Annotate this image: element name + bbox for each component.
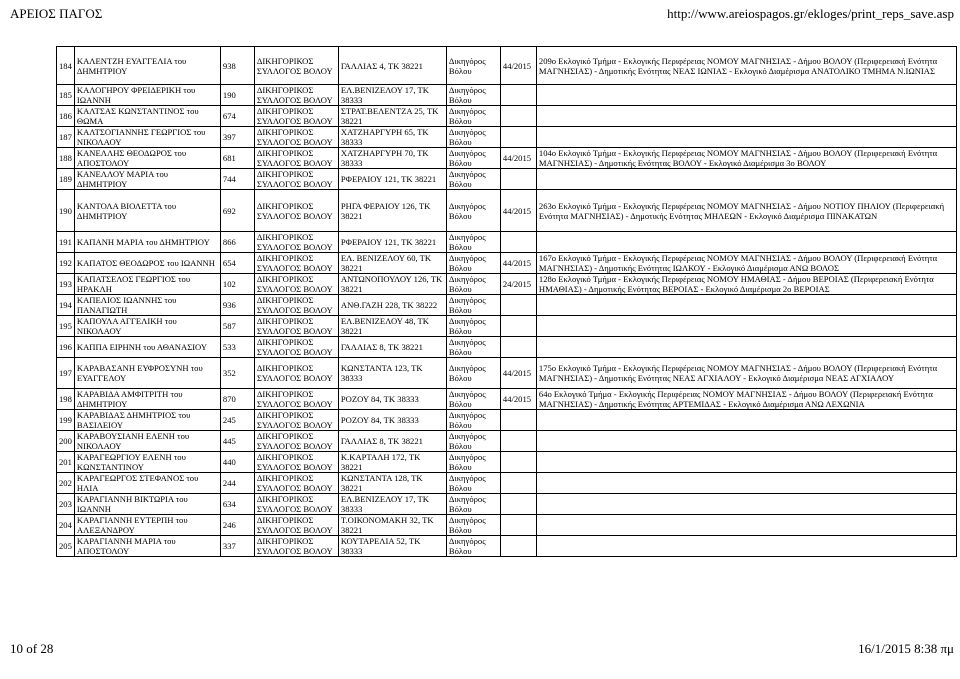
lawyer-name-cell: ΚΑΡΑΒΙΔΑΣ ΔΗΜΗΤΡΙΟΣ του ΒΑΣΙΛΕΙΟΥ: [74, 410, 220, 431]
decision-number-cell: [500, 232, 536, 253]
row-number-cell: 199: [57, 410, 75, 431]
role-cell: Δικηγόρος Βόλου: [446, 190, 500, 232]
registry-number-cell: 938: [220, 47, 254, 85]
address-cell: ΓΑΛΛΙΑΣ 8, ΤΚ 38221: [338, 431, 446, 452]
bar-association-cell: ΔΙΚΗΓΟΡΙΚΟΣ ΣΥΛΛΟΓΟΣ ΒΟΛΟΥ: [254, 253, 338, 274]
row-number-cell: 204: [57, 515, 75, 536]
lawyer-name-cell: ΚΑΝΕΛΛΟΥ ΜΑΡΙΑ του ΔΗΜΗΤΡΙΟΥ: [74, 169, 220, 190]
assignment-cell: [536, 515, 956, 536]
assignment-cell: [536, 473, 956, 494]
address-cell: ΚΟΥΤΑΡΕΛΙΑ 52, ΤΚ 38333: [338, 536, 446, 557]
bar-association-cell: ΔΙΚΗΓΟΡΙΚΟΣ ΣΥΛΛΟΓΟΣ ΒΟΛΟΥ: [254, 316, 338, 337]
representatives-table: [56, 46, 957, 557]
decision-number-cell: [500, 536, 536, 557]
address-cell: ΧΑΤΖΗΑΡΓΥΡΗ 70, ΤΚ 38333: [338, 148, 446, 169]
row-number-cell: 205: [57, 536, 75, 557]
assignment-cell: 175ο Εκλογικό Τμήμα - Εκλογικής Περιφέρειας ΝΟΜΟΥ ΜΑΓΝΗΣΙΑΣ - Δήμου ΒΟΛΟΥ (Περιφερειακή Ενότητα ΜΑΓΝΗΣΙΑΣ) - Δημοτικής Ενότητας ΝΕΑΣ ΑΓΧΙΑΛΟΥ - Εκλογικό Διαμέρισμα ΝΕΑΣ ΑΓΧΙΑΛΟΥ: [536, 358, 956, 389]
bar-association-cell: ΔΙΚΗΓΟΡΙΚΟΣ ΣΥΛΛΟΓΟΣ ΒΟΛΟΥ: [254, 536, 338, 557]
table-row: [57, 358, 957, 389]
lawyer-name-cell: ΚΑΠΑΝΗ ΜΑΡΙΑ του ΔΗΜΗΤΡΙΟΥ: [74, 232, 220, 253]
decision-number-cell: 44/2015: [500, 47, 536, 85]
decision-number-cell: 44/2015: [500, 253, 536, 274]
row-number-cell: 193: [57, 274, 75, 295]
assignment-cell: [536, 410, 956, 431]
bar-association-cell: ΔΙΚΗΓΟΡΙΚΟΣ ΣΥΛΛΟΓΟΣ ΒΟΛΟΥ: [254, 47, 338, 85]
assignment-cell: 104ο Εκλογικό Τμήμα - Εκλογικής Περιφέρειας ΝΟΜΟΥ ΜΑΓΝΗΣΙΑΣ - Δήμου ΒΟΛΟΥ (Περιφερειακή Ενότητα ΜΑΓΝΗΣΙΑΣ) - Δημοτικής Ενότητας ΒΟΛΟΥ - Εκλογικό Διαμέρισμα 3ο ΒΟΛΟΥ: [536, 148, 956, 169]
address-cell: ΕΛ.ΒΕΝΙΖΕΛΟΥ 48, ΤΚ 38221: [338, 316, 446, 337]
assignment-cell: 64ο Εκλογικό Τμήμα - Εκλογικής Περιφέρειας ΝΟΜΟΥ ΜΑΓΝΗΣΙΑΣ - Δήμου ΒΟΛΟΥ (Περιφερειακή Ενότητα ΜΑΓΝΗΣΙΑΣ) - Δημοτικής Ενότητας ΑΡΤΕΜΙΔΑΣ - Εκλογικό Διαμέρισμα ΑΝΩ ΛΕΧΩΝΙΑ: [536, 389, 956, 410]
assignment-cell: 209ο Εκλογικό Τμήμα - Εκλογικής Περιφέρειας ΝΟΜΟΥ ΜΑΓΝΗΣΙΑΣ - Δήμου ΒΟΛΟΥ (Περιφερειακή Ενότητα ΜΑΓΝΗΣΙΑΣ) - Δημοτικής Ενότητας ΝΕΑΣ ΙΩΝΙΑΣ - Εκλογικό Διαμέρισμα ΑΝΑΤΟΛΙΚΟ ΤΜΗΜΑ Ν.ΙΩΝΙΑΣ: [536, 47, 956, 85]
role-cell: Δικηγόρος Βόλου: [446, 253, 500, 274]
role-cell: Δικηγόρος Βόλου: [446, 337, 500, 358]
decision-number-cell: [500, 316, 536, 337]
registry-number-cell: 445: [220, 431, 254, 452]
table-row: [57, 536, 957, 557]
row-number-cell: 198: [57, 389, 75, 410]
assignment-cell: [536, 494, 956, 515]
role-cell: Δικηγόρος Βόλου: [446, 85, 500, 106]
address-cell: ΡΟΖΟΥ 84, ΤΚ 38333: [338, 389, 446, 410]
bar-association-cell: ΔΙΚΗΓΟΡΙΚΟΣ ΣΥΛΛΟΓΟΣ ΒΟΛΟΥ: [254, 358, 338, 389]
bar-association-cell: ΔΙΚΗΓΟΡΙΚΟΣ ΣΥΛΛΟΓΟΣ ΒΟΛΟΥ: [254, 410, 338, 431]
assignment-cell: 167ο Εκλογικό Τμήμα - Εκλογικής Περιφέρειας ΝΟΜΟΥ ΜΑΓΝΗΣΙΑΣ - Δήμου ΒΟΛΟΥ (Περιφερειακή Ενότητα ΜΑΓΝΗΣΙΑΣ) - Δημοτικής Ενότητας ΙΩΛΚΟΥ - Εκλογικό Διαμέρισμα ΑΝΩ ΒΟΛΟΣ: [536, 253, 956, 274]
table-row: [57, 337, 957, 358]
bar-association-cell: ΔΙΚΗΓΟΡΙΚΟΣ ΣΥΛΛΟΓΟΣ ΒΟΛΟΥ: [254, 106, 338, 127]
table-row: [57, 452, 957, 473]
address-cell: Κ.ΚΑΡΤΑΛΗ 172, ΤΚ 38221: [338, 452, 446, 473]
row-number-cell: 184: [57, 47, 75, 85]
role-cell: Δικηγόρος Βόλου: [446, 47, 500, 85]
table-row: [57, 47, 957, 85]
decision-number-cell: [500, 473, 536, 494]
role-cell: Δικηγόρος Βόλου: [446, 127, 500, 148]
table-row: [57, 473, 957, 494]
row-number-cell: 189: [57, 169, 75, 190]
registry-number-cell: 744: [220, 169, 254, 190]
bar-association-cell: ΔΙΚΗΓΟΡΙΚΟΣ ΣΥΛΛΟΓΟΣ ΒΟΛΟΥ: [254, 127, 338, 148]
address-cell: ΕΛ.ΒΕΝΙΖΕΛΟΥ 17, ΤΚ 38333: [338, 85, 446, 106]
assignment-cell: [536, 295, 956, 316]
role-cell: Δικηγόρος Βόλου: [446, 536, 500, 557]
assignment-cell: [536, 232, 956, 253]
row-number-cell: 194: [57, 295, 75, 316]
registry-number-cell: 870: [220, 389, 254, 410]
address-cell: ΓΑΛΛΙΑΣ 8, ΤΚ 38221: [338, 337, 446, 358]
registry-number-cell: 352: [220, 358, 254, 389]
row-number-cell: 201: [57, 452, 75, 473]
address-cell: ΓΑΛΛΙΑΣ 4, ΤΚ 38221: [338, 47, 446, 85]
bar-association-cell: ΔΙΚΗΓΟΡΙΚΟΣ ΣΥΛΛΟΓΟΣ ΒΟΛΟΥ: [254, 515, 338, 536]
row-number-cell: 197: [57, 358, 75, 389]
decision-number-cell: [500, 295, 536, 316]
role-cell: Δικηγόρος Βόλου: [446, 494, 500, 515]
bar-association-cell: ΔΙΚΗΓΟΡΙΚΟΣ ΣΥΛΛΟΓΟΣ ΒΟΛΟΥ: [254, 431, 338, 452]
row-number-cell: 187: [57, 127, 75, 148]
registry-number-cell: 681: [220, 148, 254, 169]
page-title: ΑΡΕΙΟΣ ΠΑΓΟΣ: [10, 6, 103, 21]
address-cell: ΣΤΡΑΤ.ΒΕΛΕΝΤΖΑ 25, ΤΚ 38221: [338, 106, 446, 127]
bar-association-cell: ΔΙΚΗΓΟΡΙΚΟΣ ΣΥΛΛΟΓΟΣ ΒΟΛΟΥ: [254, 473, 338, 494]
registry-number-cell: 245: [220, 410, 254, 431]
registry-number-cell: 337: [220, 536, 254, 557]
role-cell: Δικηγόρος Βόλου: [446, 473, 500, 494]
address-cell: ΕΛ.ΒΕΝΙΖΕΛΟΥ 17, ΤΚ 38333: [338, 494, 446, 515]
decision-number-cell: [500, 106, 536, 127]
role-cell: Δικηγόρος Βόλου: [446, 389, 500, 410]
table-row: [57, 295, 957, 316]
lawyer-name-cell: ΚΑΛΟΓΗΡΟΥ ΦΡΕΙΔΕΡΙΚΗ του ΙΩΑΝΝΗ: [74, 85, 220, 106]
registry-number-cell: 674: [220, 106, 254, 127]
assignment-cell: [536, 127, 956, 148]
role-cell: Δικηγόρος Βόλου: [446, 295, 500, 316]
lawyer-name-cell: ΚΑΝΤΟΛΑ ΒΙΟΛΕΤΤΑ του ΔΗΜΗΤΡΙΟΥ: [74, 190, 220, 232]
row-number-cell: 202: [57, 473, 75, 494]
lawyer-name-cell: ΚΑΡΑΒΑΣΑΝΗ ΕΥΦΡΟΣΥΝΗ του ΕΥΑΓΓΕΛΟΥ: [74, 358, 220, 389]
decision-number-cell: [500, 410, 536, 431]
address-cell: Τ.ΟΙΚΟΝΟΜΑΚΗ 32, ΤΚ 38221: [338, 515, 446, 536]
assignment-cell: [536, 431, 956, 452]
registry-number-cell: 190: [220, 85, 254, 106]
assignment-cell: 263ο Εκλογικό Τμήμα - Εκλογικής Περιφέρειας ΝΟΜΟΥ ΜΑΓΝΗΣΙΑΣ - Δήμου ΝΟΤΙΟΥ ΠΗΛΙΟΥ (Περιφερειακή Ενότητα ΜΑΓΝΗΣΙΑΣ) - Δημοτικής Ενότητας ΜΗΛΕΩΝ - Εκλογικό Διαμέρισμα ΠΙΝΑΚΑΤΩΝ: [536, 190, 956, 232]
table-row: [57, 389, 957, 410]
registry-number-cell: 692: [220, 190, 254, 232]
table-row: [57, 274, 957, 295]
decision-number-cell: [500, 337, 536, 358]
assignment-cell: [536, 536, 956, 557]
lawyer-name-cell: ΚΑΛΕΝΤΖΗ ΕΥΑΓΓΕΛΙΑ του ΔΗΜΗΤΡΙΟΥ: [74, 47, 220, 85]
registry-number-cell: 866: [220, 232, 254, 253]
address-cell: ΡΦΕΡΑΙΟΥ 121, ΤΚ 38221: [338, 232, 446, 253]
lawyer-name-cell: ΚΑΝΕΛΛΗΣ ΘΕΟΔΩΡΟΣ του ΑΠΟΣΤΟΛΟΥ: [74, 148, 220, 169]
table-row: [57, 253, 957, 274]
assignment-cell: 128ο Εκλογικό Τμήμα - Εκλογικής Περιφέρειας ΝΟΜΟΥ ΗΜΑΘΙΑΣ - Δήμου ΒΕΡΟΙΑΣ (Περιφερειακή Ενότητα ΗΜΑΘΙΑΣ) - Δημοτικής Ενότητας ΒΕΡΟΙΑΣ - Εκλογικό Διαμέρισμα 2ο ΒΕΡΟΙΑΣ: [536, 274, 956, 295]
assignment-cell: [536, 85, 956, 106]
bar-association-cell: ΔΙΚΗΓΟΡΙΚΟΣ ΣΥΛΛΟΓΟΣ ΒΟΛΟΥ: [254, 169, 338, 190]
lawyer-name-cell: ΚΑΛΤΣΑΣ ΚΩΝΣΤΑΝΤΙΝΟΣ του ΘΩΜΑ: [74, 106, 220, 127]
assignment-cell: [536, 169, 956, 190]
page-url: http://www.areiospagos.gr/ekloges/print_reps_save.asp: [667, 6, 954, 21]
role-cell: Δικηγόρος Βόλου: [446, 452, 500, 473]
row-number-cell: 192: [57, 253, 75, 274]
decision-number-cell: 44/2015: [500, 389, 536, 410]
table-row: [57, 232, 957, 253]
row-number-cell: 191: [57, 232, 75, 253]
table-row: [57, 494, 957, 515]
bar-association-cell: ΔΙΚΗΓΟΡΙΚΟΣ ΣΥΛΛΟΓΟΣ ΒΟΛΟΥ: [254, 452, 338, 473]
bar-association-cell: ΔΙΚΗΓΟΡΙΚΟΣ ΣΥΛΛΟΓΟΣ ΒΟΛΟΥ: [254, 274, 338, 295]
lawyer-name-cell: ΚΑΡΑΓΙΑΝΝΗ ΒΙΚΤΩΡΙΑ του ΙΩΑΝΝΗ: [74, 494, 220, 515]
address-cell: ΚΩΝΣΤΑΝΤΑ 128, ΤΚ 38221: [338, 473, 446, 494]
table-row: [57, 85, 957, 106]
role-cell: Δικηγόρος Βόλου: [446, 148, 500, 169]
bar-association-cell: ΔΙΚΗΓΟΡΙΚΟΣ ΣΥΛΛΟΓΟΣ ΒΟΛΟΥ: [254, 494, 338, 515]
decision-number-cell: [500, 494, 536, 515]
lawyer-name-cell: ΚΑΡΑΒΟΥΣΙΑΝΗ ΕΛΕΝΗ του ΝΙΚΟΛΑΟΥ: [74, 431, 220, 452]
decision-number-cell: 44/2015: [500, 148, 536, 169]
role-cell: Δικηγόρος Βόλου: [446, 232, 500, 253]
decision-number-cell: [500, 452, 536, 473]
table-row: [57, 515, 957, 536]
registry-number-cell: 397: [220, 127, 254, 148]
registry-number-cell: 102: [220, 274, 254, 295]
table-row: [57, 410, 957, 431]
row-number-cell: 186: [57, 106, 75, 127]
bar-association-cell: ΔΙΚΗΓΟΡΙΚΟΣ ΣΥΛΛΟΓΟΣ ΒΟΛΟΥ: [254, 190, 338, 232]
address-cell: ΕΛ. ΒΕΝΙΖΕΛΟΥ 60, ΤΚ 38221: [338, 253, 446, 274]
role-cell: Δικηγόρος Βόλου: [446, 169, 500, 190]
registry-number-cell: 654: [220, 253, 254, 274]
role-cell: Δικηγόρος Βόλου: [446, 106, 500, 127]
row-number-cell: 185: [57, 85, 75, 106]
registry-number-cell: 634: [220, 494, 254, 515]
row-number-cell: 196: [57, 337, 75, 358]
table-row: [57, 148, 957, 169]
address-cell: ΡΟΖΟΥ 84, ΤΚ 38333: [338, 410, 446, 431]
table-row: [57, 169, 957, 190]
decision-number-cell: [500, 85, 536, 106]
role-cell: Δικηγόρος Βόλου: [446, 410, 500, 431]
bar-association-cell: ΔΙΚΗΓΟΡΙΚΟΣ ΣΥΛΛΟΓΟΣ ΒΟΛΟΥ: [254, 85, 338, 106]
lawyer-name-cell: ΚΑΡΑΓΙΑΝΝΗ ΕΥΤΕΡΠΗ του ΑΛΕΞΑΝΔΡΟΥ: [74, 515, 220, 536]
row-number-cell: 188: [57, 148, 75, 169]
decision-number-cell: 44/2015: [500, 190, 536, 232]
role-cell: Δικηγόρος Βόλου: [446, 274, 500, 295]
role-cell: Δικηγόρος Βόλου: [446, 316, 500, 337]
table-row: [57, 127, 957, 148]
role-cell: Δικηγόρος Βόλου: [446, 515, 500, 536]
decision-number-cell: [500, 515, 536, 536]
address-cell: ΡΦΕΡΑΙΟΥ 121, ΤΚ 38221: [338, 169, 446, 190]
role-cell: Δικηγόρος Βόλου: [446, 358, 500, 389]
address-cell: ΧΑΤΖΗΑΡΓΥΡΗ 65, ΤΚ 38333: [338, 127, 446, 148]
table-row: [57, 316, 957, 337]
lawyer-name-cell: ΚΑΠΑΤΟΣ ΘΕΟΔΩΡΟΣ του ΙΩΑΝΝΗ: [74, 253, 220, 274]
row-number-cell: 203: [57, 494, 75, 515]
decision-number-cell: [500, 169, 536, 190]
lawyer-name-cell: ΚΑΡΑΒΙΔΑ ΑΜΦΙΤΡΙΤΗ του ΔΗΜΗΤΡΙΟΥ: [74, 389, 220, 410]
assignment-cell: [536, 337, 956, 358]
lawyer-name-cell: ΚΑΠΟΥΛΑ ΑΓΓΕΛΙΚΗ του ΝΙΚΟΛΑΟΥ: [74, 316, 220, 337]
decision-number-cell: 24/2015: [500, 274, 536, 295]
page-counter: 10 of 28: [10, 641, 54, 656]
lawyer-name-cell: ΚΑΠΕΛΙΟΣ ΙΩΑΝΝΗΣ του ΠΑΝΑΓΙΩΤΗ: [74, 295, 220, 316]
role-cell: Δικηγόρος Βόλου: [446, 431, 500, 452]
lawyer-name-cell: ΚΑΡΑΓΕΩΡΓΟΣ ΣΤΕΦΑΝΟΣ του ΗΛΙΑ: [74, 473, 220, 494]
registry-number-cell: 936: [220, 295, 254, 316]
table-row: [57, 431, 957, 452]
lawyer-name-cell: ΚΑΠΑΤΣΕΛΟΣ ΓΕΩΡΓΙΟΣ του ΗΡΑΚΛΗ: [74, 274, 220, 295]
decision-number-cell: [500, 431, 536, 452]
bar-association-cell: ΔΙΚΗΓΟΡΙΚΟΣ ΣΥΛΛΟΓΟΣ ΒΟΛΟΥ: [254, 295, 338, 316]
table-row: [57, 106, 957, 127]
registry-number-cell: 244: [220, 473, 254, 494]
row-number-cell: 200: [57, 431, 75, 452]
registry-number-cell: 246: [220, 515, 254, 536]
lawyer-name-cell: ΚΑΛΤΣΟΓΙΑΝΝΗΣ ΓΕΩΡΓΙΟΣ του ΝΙΚΟΛΑΟΥ: [74, 127, 220, 148]
address-cell: ΚΩΝΣΤΑΝΤΑ 123, ΤΚ 38333: [338, 358, 446, 389]
address-cell: ΑΝΘ.ΓΑΖΗ 228, ΤΚ 38222: [338, 295, 446, 316]
bar-association-cell: ΔΙΚΗΓΟΡΙΚΟΣ ΣΥΛΛΟΓΟΣ ΒΟΛΟΥ: [254, 148, 338, 169]
row-number-cell: 190: [57, 190, 75, 232]
bar-association-cell: ΔΙΚΗΓΟΡΙΚΟΣ ΣΥΛΛΟΓΟΣ ΒΟΛΟΥ: [254, 389, 338, 410]
registry-number-cell: 440: [220, 452, 254, 473]
bar-association-cell: ΔΙΚΗΓΟΡΙΚΟΣ ΣΥΛΛΟΓΟΣ ΒΟΛΟΥ: [254, 232, 338, 253]
lawyer-name-cell: ΚΑΠΠΑ ΕΙΡΗΝΗ του ΑΘΑΝΑΣΙΟΥ: [74, 337, 220, 358]
assignment-cell: [536, 452, 956, 473]
row-number-cell: 195: [57, 316, 75, 337]
address-cell: ΑΝΤΩΝΟΠΟΥΛΟΥ 126, ΤΚ 38221: [338, 274, 446, 295]
bar-association-cell: ΔΙΚΗΓΟΡΙΚΟΣ ΣΥΛΛΟΓΟΣ ΒΟΛΟΥ: [254, 337, 338, 358]
address-cell: ΡΗΓΑ ΦΕΡΑΙΟΥ 126, ΤΚ 38221: [338, 190, 446, 232]
print-datetime: 16/1/2015 8:38 πμ: [858, 641, 954, 656]
registry-number-cell: 587: [220, 316, 254, 337]
assignment-cell: [536, 106, 956, 127]
decision-number-cell: 44/2015: [500, 358, 536, 389]
lawyer-name-cell: ΚΑΡΑΓΙΑΝΝΗ ΜΑΡΙΑ του ΑΠΟΣΤΟΛΟΥ: [74, 536, 220, 557]
decision-number-cell: [500, 127, 536, 148]
registry-number-cell: 533: [220, 337, 254, 358]
lawyer-name-cell: ΚΑΡΑΓΕΩΡΓΙΟΥ ΕΛΕΝΗ του ΚΩΝΣΤΑΝΤΙΝΟΥ: [74, 452, 220, 473]
assignment-cell: [536, 316, 956, 337]
table-row: [57, 190, 957, 232]
